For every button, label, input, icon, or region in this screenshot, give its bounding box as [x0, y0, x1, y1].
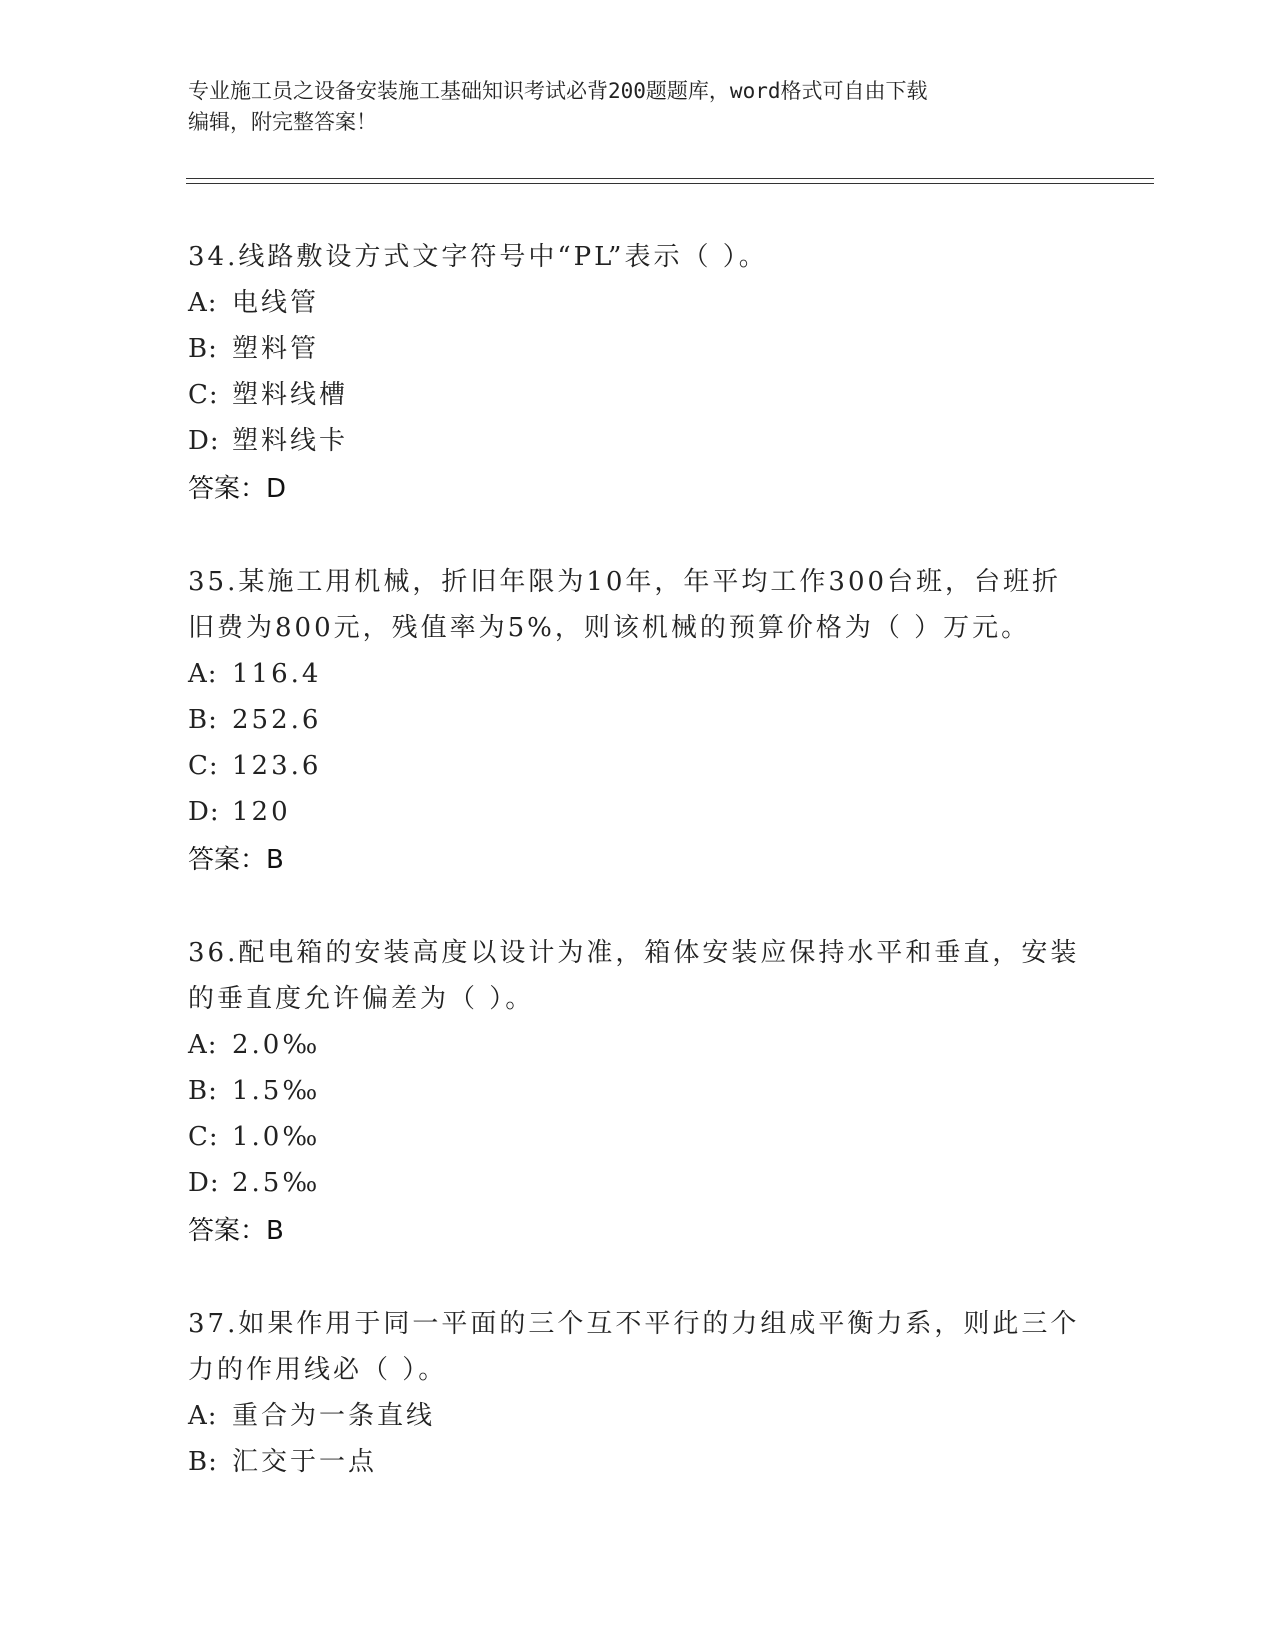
question-36 — [188, 930, 1088, 1254]
option-letter: A: — [188, 1401, 218, 1431]
option-letter: B: — [188, 705, 218, 735]
option-a — [188, 1393, 1088, 1439]
option-text: 2.5‰ — [232, 1168, 321, 1198]
option-d — [188, 418, 1088, 464]
option-b — [188, 1068, 1088, 1114]
option-text: 1.5‰ — [232, 1076, 321, 1106]
option-a — [188, 651, 1088, 697]
option-d — [188, 1160, 1088, 1206]
option-c — [188, 1114, 1088, 1160]
answer-line: 答案：B — [188, 845, 284, 875]
option-letter: D: — [188, 426, 220, 456]
question-34 — [188, 234, 1088, 512]
question-stem-line: 的垂直度允许偏差为（ ）。 — [188, 984, 535, 1014]
question-stem-line: 35.某施工用机械，折旧年限为10年，年平均工作300台班，台班折 — [188, 567, 1062, 597]
option-c — [188, 743, 1088, 789]
option-text: 汇交于一点 — [232, 1447, 378, 1477]
option-text: 重合为一条直线 — [232, 1401, 436, 1431]
header-line-1: 专业施工员之设备安装施工基础知识考试必背200题题库，word格式可自由下载 — [188, 79, 928, 103]
question-35 — [188, 559, 1088, 883]
question-stem-line: 37.如果作用于同一平面的三个互不平行的力组成平衡力系，则此三个 — [188, 1309, 1080, 1339]
option-letter: B: — [188, 334, 218, 364]
option-letter: C: — [188, 1122, 219, 1152]
option-letter: C: — [188, 380, 219, 410]
option-text: 塑料线槽 — [232, 380, 349, 410]
question-stem — [188, 234, 1088, 280]
option-text: 120 — [232, 797, 291, 827]
option-letter: A: — [188, 659, 218, 689]
question-stem-line: 力的作用线必（ ）。 — [188, 1355, 448, 1385]
question-stem-line: 36.配电箱的安装高度以设计为准，箱体安装应保持水平和垂直，安装 — [188, 938, 1080, 968]
option-a — [188, 1022, 1088, 1068]
option-b — [188, 326, 1088, 372]
question-stem-line: 旧费为800元，残值率为5%，则该机械的预算价格为（ ）万元。 — [188, 613, 1031, 643]
question-list — [188, 234, 1088, 1532]
option-letter: B: — [188, 1447, 218, 1477]
question-stem — [188, 930, 1088, 1022]
question-stem-line: 34.线路敷设方式文字符号中“PL”表示（ ）。 — [188, 242, 768, 272]
option-d — [188, 789, 1088, 835]
option-letter: A: — [188, 288, 218, 318]
option-a — [188, 280, 1088, 326]
option-text: 电线管 — [232, 288, 320, 318]
option-text: 塑料线卡 — [232, 426, 349, 456]
option-letter: D: — [188, 797, 220, 827]
document-header — [188, 76, 1088, 138]
option-b — [188, 1439, 1088, 1485]
option-letter: C: — [188, 751, 219, 781]
question-37 — [188, 1301, 1088, 1485]
option-b — [188, 697, 1088, 743]
option-text: 252.6 — [232, 705, 322, 735]
question-stem — [188, 559, 1088, 651]
option-text: 塑料管 — [232, 334, 320, 364]
header-line-2: 编辑，附完整答案！ — [188, 110, 377, 134]
option-letter: B: — [188, 1076, 218, 1106]
option-letter: A: — [188, 1030, 218, 1060]
option-text: 123.6 — [232, 751, 322, 781]
answer-line: 答案：B — [188, 1216, 284, 1246]
answer-line: 答案：D — [188, 474, 287, 504]
question-stem — [188, 1301, 1088, 1393]
option-text: 1.0‰ — [232, 1122, 321, 1152]
option-text: 116.4 — [232, 659, 322, 689]
option-c — [188, 372, 1088, 418]
header-divider-top — [186, 178, 1154, 179]
header-divider-bottom — [186, 183, 1154, 184]
option-text: 2.0‰ — [232, 1030, 321, 1060]
option-letter: D: — [188, 1168, 220, 1198]
